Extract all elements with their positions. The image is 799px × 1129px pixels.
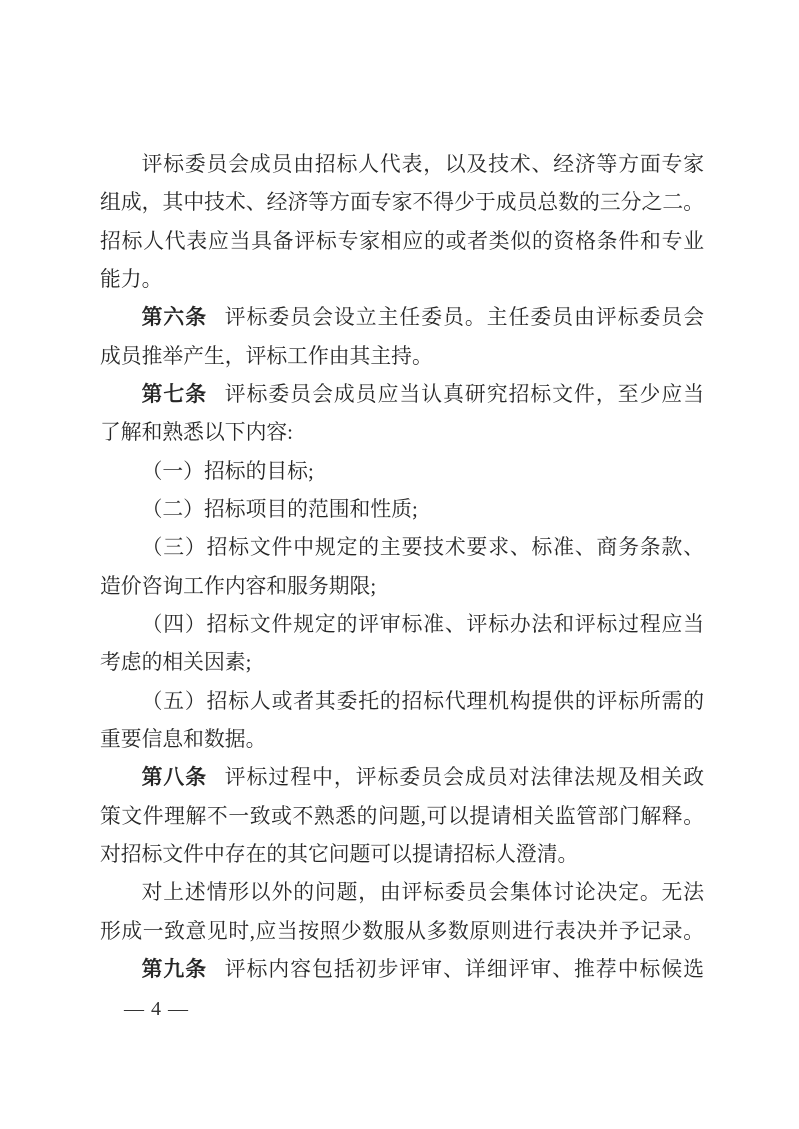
line-text: 形成一致意见时,应当按照少数服从多数原则进行表决并予记录。 bbox=[100, 919, 704, 943]
line-text: 重要信息和数据。 bbox=[100, 727, 267, 751]
line-text: 了解和熟悉以下内容: bbox=[100, 421, 293, 445]
line-text: 评标委员会设立主任委员。主任委员由评标委员会 bbox=[224, 306, 705, 330]
text-line bbox=[100, 683, 704, 721]
line-text: 对上述情形以外的问题，由评标委员会集体讨论决定。无法 bbox=[141, 881, 704, 905]
line-text: 评标委员会成员由招标人代表，以及技术、经济等方面专家 bbox=[141, 153, 704, 176]
line-text: （一）招标的目标; bbox=[141, 459, 314, 483]
text-line bbox=[100, 759, 704, 797]
text-line bbox=[100, 453, 704, 491]
text-line bbox=[100, 644, 704, 682]
line-text: 造价咨询工作内容和服务期限; bbox=[100, 574, 377, 598]
article-number: 第六条 bbox=[141, 306, 208, 330]
line-text: （二）招标项目的范围和性质; bbox=[141, 497, 418, 521]
line-text: 组成，其中技术、经济等方面专家不得少于成员总数的三分之二。 bbox=[100, 191, 704, 215]
text-line bbox=[100, 414, 704, 452]
text-line bbox=[100, 491, 704, 529]
text-line bbox=[100, 184, 704, 222]
line-text: （五）招标人或者其委托的招标代理机构提供的评标所需的 bbox=[141, 689, 704, 713]
line-text: 策文件理解不一致或不熟悉的问题,可以提请相关监管部门解释。 bbox=[100, 804, 704, 828]
line-text: 招标人代表应当具备评标专家相应的或者类似的资格条件和专业 bbox=[100, 229, 704, 253]
article-number: 第七条 bbox=[141, 382, 208, 406]
line-text: 评标内容包括初步评审、详细评审、推荐中标候选 bbox=[224, 957, 705, 981]
text-line bbox=[100, 606, 704, 644]
line-text: 评标过程中，评标委员会成员对法律法规及相关政 bbox=[224, 766, 705, 790]
text-line bbox=[100, 568, 704, 606]
article-number: 第八条 bbox=[141, 766, 208, 790]
text-line bbox=[100, 951, 704, 989]
text-line bbox=[100, 299, 704, 337]
text-line bbox=[100, 529, 704, 567]
text-line bbox=[100, 261, 704, 299]
text-line bbox=[100, 798, 704, 836]
line-text: 能力。 bbox=[100, 267, 163, 291]
line-text: （三）招标文件中规定的主要技术要求、标准、商务条款、 bbox=[141, 536, 704, 560]
text-line bbox=[100, 338, 704, 376]
text-line bbox=[100, 874, 704, 912]
text-line bbox=[100, 836, 704, 874]
text-line bbox=[100, 721, 704, 759]
text-line bbox=[100, 376, 704, 414]
article-number: 第九条 bbox=[141, 957, 208, 981]
text-line bbox=[100, 913, 704, 951]
line-text: （四）招标文件规定的评审标准、评标办法和评标过程应当 bbox=[141, 612, 704, 636]
line-text: 考虑的相关因素; bbox=[100, 651, 252, 675]
text-line bbox=[100, 146, 704, 184]
line-text: 对招标文件中存在的其它问题可以提请招标人澄清。 bbox=[100, 842, 579, 866]
text-line bbox=[100, 223, 704, 261]
line-text: 成员推举产生，评标工作由其主持。 bbox=[100, 344, 433, 368]
line-text: 评标委员会成员应当认真研究招标文件，至少应当 bbox=[224, 382, 705, 406]
document-body bbox=[100, 146, 704, 989]
page-number: — 4 — bbox=[124, 998, 189, 1020]
